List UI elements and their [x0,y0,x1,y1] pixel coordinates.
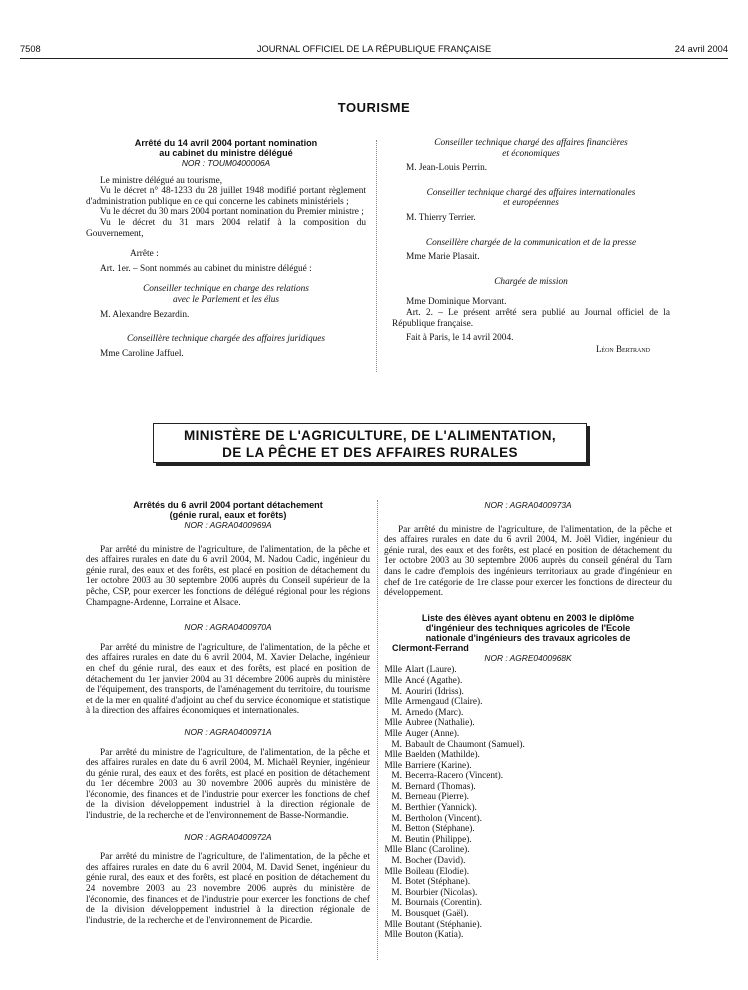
student-name: Aouriri (Idriss). [405,686,464,697]
nor-reference: NOR : TOUM0400006A [181,158,271,168]
list-title-line2: d'ingénieur des techniques agricoles de l'Ecole [425,622,631,633]
section-title-tourisme: TOURISME [337,100,411,115]
decree-paragraph: Par arrêté du ministre de l'agriculture, de l'alimentation, de la pêche et des affaires rurales en date du 6 avril 2004, M. Xavier Delache, ingénieur en chef du génie rural, des eaux et des forêts, est placé en position de détachement du 1er janvier 2004 au 31 décembre 2006 auprès du ministère de l'équipement, des transports, de l'aménagement du territoire, du tourisme et de la mer en qualité d'adjoint au chef du service économique et statistique à la direction des affaires économiques et internationales. [86,642,370,717]
list-item [384,697,672,708]
nor-reference: NOR : AGRA0400973A [484,500,572,510]
role-title-line2: et européennes [503,198,559,209]
student-civility: M. [391,813,402,824]
student-civility: M. [391,887,402,898]
nor-reference: NOR : AGRA0400969A [184,520,272,530]
student-name: Botet (Stéphane). [405,877,471,888]
role-title: Conseiller technique chargé des affaires internationales [426,187,636,198]
student-name: Ancé (Agathe). [405,675,463,686]
nor-reference: NOR : AGRA0400972A [184,831,272,842]
list-item [384,665,672,676]
student-name: Beutin (Philippe). [405,834,472,845]
student-civility: Mlle [384,760,402,771]
appointee-name: M. Alexandre Bezardin. [100,309,190,320]
student-name: Bouton (Katia). [405,930,464,941]
signing-place-date: Fait à Paris, le 14 avril 2004. [406,333,514,344]
agriculture-left-column [86,500,370,926]
list-title-line4: Clermont-Ferrand [392,642,469,653]
appointee-name: M. Jean-Louis Perrin. [406,163,488,174]
decree-title: Arrêtés du 6 avril 2004 portant détachement [133,500,323,510]
decree-title-line2: au cabinet du ministre délégué [159,148,293,158]
student-civility: Mlle [384,750,402,761]
list-item [384,877,672,888]
tourisme-right-column [392,138,670,354]
student-name: Auger (Anne). [405,728,460,739]
student-name: Boileau (Elodie). [405,866,470,877]
role-title: Conseiller technique en charge des relations [143,284,309,295]
list-item [384,867,672,878]
decree-paragraph: Par arrêté du ministre de l'agriculture, de l'alimentation, de la pêche et des affaires rurales en date du 6 avril 2004, M. Michaël Reynier, ingénieur du génie rural, des eaux et des forêts, est placé en position de détachement du 1er décembre 2003 au 30 novembre 2006 auprès du ministère de l'économie, des finances et de l'industrie pour exercer les fonctions de chef de la division développement industriel à la direction régionale de l'industrie, de la recherche et de l'environnement de Basse-Normandie. [86,747,370,822]
role-title: Chargée de mission [494,276,568,287]
student-name: Bernard (Thomas). [405,781,476,792]
student-civility: Mlle [384,718,402,729]
role-title-line2: et économiques [502,148,560,159]
student-name: Bournais (Corentin). [405,898,482,909]
student-name: Boutant (Stéphanie). [405,919,482,930]
role-title: Conseiller technique chargé des affaires financières [434,138,628,148]
decree-paragraph: Par arrêté du ministre de l'agriculture, de l'alimentation, de la pêche et des affaires rurales en date du 6 avril 2004, M. Nadou Cadic, ingénieur du génie rural, des eaux et des forêts, est placé en position de détachement du 1er octobre 2003 au 30 septembre 2006 auprès du Conseil supérieur de la pêche, CSP, pour exercer les fonctions de délégué régional pour les régions Champagne-Ardenne, Lorraine et Alsace. [86,544,370,608]
decree-title: Arrêté du 14 avril 2004 portant nomination [134,138,318,148]
preamble-visa-1: Vu le décret n° 48-1233 du 28 juillet 1948 modifié portant règlement d'administration publique en ce qui concerne les cabinets ministériels ; [86,186,366,207]
student-civility: M. [391,739,402,750]
list-item [384,814,672,825]
student-civility: M. [391,834,402,845]
nor-reference: NOR : AGRA0400971A [184,726,272,737]
decree-paragraph: Par arrêté du ministre de l'agriculture, de l'alimentation, de la pêche et des affaires rurales en date du 6 avril 2004, M. David Senet, ingénieur du génie rural, des eaux et des forêts, est placé en position de détachement du 24 novembre 2003 au 23 novembre 2006 auprès du ministère de l'économie, des finances et de l'industrie pour exercer les fonctions de chef de la division développement industriel à la direction régionale de l'industrie, de la recherche et de l'environnement de Picardie. [86,852,370,926]
student-civility: Mlle [384,675,402,686]
appointee-name: Mme Dominique Morvant. [406,297,507,308]
student-name: Becerra-Racero (Vincent). [405,771,504,782]
issue-date: 24 avril 2004 [674,44,728,54]
student-name: Bertholon (Vincent). [405,813,482,824]
list-item [384,792,672,803]
student-civility: Mlle [384,930,402,941]
list-item [384,909,672,920]
list-item [384,782,672,793]
appointee-name: Mme Marie Plasait. [406,252,480,263]
student-civility: M. [391,898,402,909]
student-civility: M. [391,803,402,814]
preamble-visa-2: Vu le décret du 30 mars 2004 portant nomination du Premier ministre ; [100,207,364,218]
student-civility: Mlle [384,845,402,856]
list-item [384,835,672,846]
role-title: Conseillère chargée de la communication et de la presse [425,237,637,248]
student-name: Bocher (David). [405,856,466,867]
journal-title: JOURNAL OFFICIEL DE LA RÉPUBLIQUE FRANÇAISE [256,44,492,54]
student-name: Betton (Stéphane). [405,824,475,835]
article-1: Art. 1er. – Sont nommés au cabinet du ministre délégué : [100,263,312,274]
student-name: Bourbier (Nicolas). [405,887,478,898]
list-title-line3: nationale d'ingénieurs des travaux agricoles de [425,632,631,643]
student-list [384,665,672,940]
student-name: Berthier (Yannick). [405,803,477,814]
role-title: Conseillère technique chargée des affaires juridiques [126,334,326,345]
column-divider [377,500,378,960]
tourisme-left-column [86,138,366,359]
student-civility: Mlle [384,866,402,877]
list-item [384,676,672,687]
list-item [384,845,672,856]
preamble-minister: Le ministre délégué au tourisme, [100,175,223,186]
student-name: Babault de Chaumont (Samuel). [405,739,525,750]
role-title-line2: avec le Parlement et les élus [172,294,280,305]
student-civility: Mlle [384,697,402,708]
decree-paragraph: Par arrêté du ministre de l'agriculture, de l'alimentation, de la pêche et des affaires rurales en date du 6 avril 2004, M. Joël Vidier, ingénieur du génie rural, des eaux et des forêts, est placé en position de détachement du 1er octobre 2003 au 30 septembre 2006 auprès du conseil général du Tarn dans le cadre d'emplois des ingénieurs territoriaux au grade d'ingénieur en chef de 1re catégorie de 1re classe pour exercer les fonctions de directeur du développement. [384,524,672,599]
page-number: 7508 [20,44,41,54]
list-item [384,856,672,867]
list-item [384,687,672,698]
arrete-label: Arrête : [130,249,159,260]
student-name: Baelden (Mathilde). [405,750,480,761]
list-item [384,898,672,909]
ministry-title-line1: MINISTÈRE DE L'AGRICULTURE, DE L'ALIMENTATION, [183,428,557,443]
list-item [384,771,672,782]
list-title: Liste des élèves ayant obtenu en 2003 le diplôme [421,612,635,623]
page-header [20,44,728,59]
student-civility: M. [391,792,402,803]
column-divider [376,140,377,372]
student-name: Barriere (Karine). [405,760,472,771]
student-name: Armengaud (Claire). [405,697,483,708]
student-name: Berneau (Pierre). [405,792,470,803]
student-civility: M. [391,909,402,919]
student-civility: M. [391,824,402,835]
ministry-banner [153,423,587,463]
list-item [384,729,672,740]
student-civility: M. [391,856,402,867]
student-name: Blanc (Caroline). [405,845,470,856]
student-name: Arnedo (Marc). [405,707,464,718]
student-civility: Mlle [384,728,402,739]
article-2: Art. 2. – Le présent arrêté sera publié au Journal officiel de la République française. [392,307,670,329]
nor-reference: NOR : AGRE0400968K [484,652,572,663]
preamble-visa-3: Vu le décret du 31 mars 2004 relatif à la composition du Gouvernement, [86,217,366,239]
list-item [384,824,672,835]
list-item [384,718,672,729]
ministry-title-line2: DE LA PÊCHE ET DES AFFAIRES RURALES [222,445,518,460]
student-civility: M. [391,707,402,718]
student-civility: M. [391,877,402,888]
student-civility: M. [391,781,402,792]
list-item [384,803,672,814]
signatory-name: Léon Bertrand [595,343,650,354]
list-item [384,750,672,761]
student-name: Alart (Laure). [405,665,457,676]
nor-reference: NOR : AGRA0400970A [184,622,272,633]
student-name: Bousquet (Gaël). [405,909,469,919]
student-civility: M. [391,686,402,697]
list-item [384,930,672,941]
appointee-name: Mme Caroline Jaffuel. [100,348,184,359]
list-item [384,708,672,719]
decree-title-line2: (génie rural, eaux et forêts) [169,510,287,520]
agriculture-right-column [384,500,672,941]
student-civility: Mlle [384,665,402,676]
appointee-name: M. Thierry Terrier. [406,212,476,223]
list-item [384,888,672,899]
student-name: Aubree (Nathalie). [405,718,475,729]
list-item [384,761,672,772]
student-civility: Mlle [384,919,402,930]
list-item [384,740,672,751]
student-civility: M. [391,771,402,782]
list-item [384,920,672,931]
